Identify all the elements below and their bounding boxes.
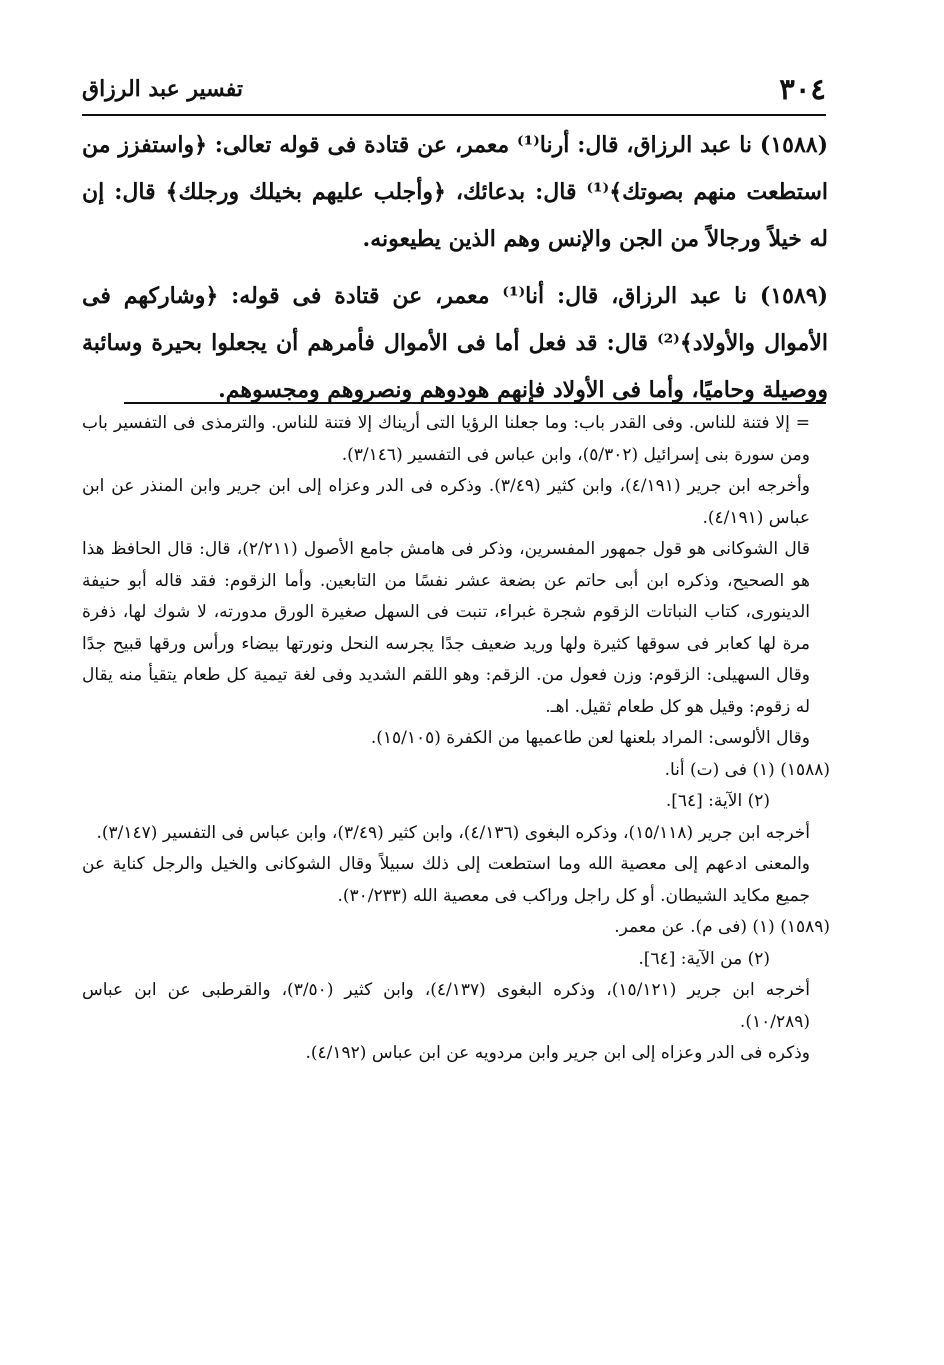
- narration-text: نا عبد الرزاق، قال: أنا⁽¹⁾ معمر، عن قتادة فى قوله: ﴿وشاركهم فى الأموال والأولاد﴾⁽²⁾ قال: قد فعل أما فى الأموال فأمرهم أن يجعلوا بحيرة وسائبة ووصيلة وحاميًا، وأما فى الأولاد فإنهم هودوهم ونصروهم ومجسوهم.: [82, 283, 828, 403]
- footnote-text: أخرجه ابن جرير (١٥/١٢١)، وذكره البغوى (٤/١٣٧)، وابن كثير (٣/٥٠)، والقرطبى عن ابن عباس (١٠/٢٨٩).: [82, 980, 810, 1032]
- footnote-sub-1588: (٢) الآية: [٦٤].: [665, 791, 770, 811]
- paragraph-1588: [82, 122, 828, 263]
- narration-number: (١٥٨٩): [759, 283, 828, 309]
- paragraph-1589: [82, 273, 828, 414]
- footnotes: [82, 408, 830, 1070]
- footnote-continued: قال الشوكانى هو قول جمهور المفسرين، وذكر فى هامش جامع الأصول (٢/٢١١)، قال: قال الحافظ هذا هو الصحيح، وذكره ابن أبى حاتم عن بضعة عشر نفسًا من التابعين. وأما الزقوم: فقد قاله أبو حنيفة الدينورى، كتاب النباتات الزقوم شجرة غبراء، تنبت فى السهل صغيرة الورق مدورته، لا شوك لها، ذفرة مرة لها كعابر فى سوقها كثيرة ولها وريد ضعيف جدًا يجرسه النحل ونورتها بيضاء ورأس ورقها قبيح جدًا وقال السهيلى: الزقوم: وزن فعول من. الزقم: وهو اللقم الشديد وفى لغة تيمية كل طعام يتقيأ منه يقال له زقوم: وقيل هو كل طعام ثقيل. اهـ.: [82, 539, 810, 717]
- footnote-text: وذكره فى الدر وعزاه إلى ابن جرير وابن مردويه عن ابن عباس (٤/١٩٢).: [305, 1043, 810, 1063]
- footnote-sub-1589: (٢) من الآية: [٦٤].: [638, 948, 770, 969]
- footnote-continued: = إلا فتنة للناس. وفى القدر باب: وما جعلنا الرؤيا التى أريناك إلا فتنة للناس. والترمذى فى التفسير باب ومن سورة بنى إسرائيل (٥/٣٠٢)، وابن عباس فى التفسير (٣/١٤٦).: [82, 413, 810, 465]
- footnote-ref-1588: (١٥٨٨) (١) فى (ت) أنا.: [664, 759, 830, 780]
- main-text: [82, 122, 828, 424]
- narration-number: (١٥٨٨): [759, 132, 828, 158]
- footnote-text: والمعنى ادعهم إلى معصية الله وما استطعت إلى ذلك سبيلاً وقال الشوكانى والخيل والرجل كناية عن جميع مكايد الشيطان. أو كل راجل وراكب فى معصية الله (٣٠/٢٣٣).: [82, 854, 810, 906]
- footnote-continued: وقال الألوسى: المراد بلعنها لعن طاعميها من الكفرة (١٥/١٠٥).: [370, 728, 810, 748]
- page-number: ٣٠٤: [779, 72, 826, 106]
- footnote-text: أخرجه ابن جرير (١٥/١١٨)، وذكره البغوى (٤/١٣٦)، وابن كثير (٣/٤٩)، وابن عباس فى التفسير (٣/١٤٧).: [96, 822, 810, 843]
- narration-text: نا عبد الرزاق، قال: أرنا⁽¹⁾ معمر، عن قتادة فى قوله تعالى: ﴿واستفزز من استطعت منهم بصوتك﴾⁽¹⁾ قال: بدعائك، ﴿وأجلب عليهم بخيلك ورجلك﴾ قال: إن له خيلاً ورجالاً من الجن والإنس وهم الذين يطيعونه.: [82, 132, 828, 252]
- footnote-ref-1589: (١٥٨٩) (١) (فى م). عن معمر.: [614, 917, 830, 937]
- footnote-continued: وأخرجه ابن جرير (٤/١٩١)، وابن كثير (٣/٤٩). وذكره فى الدر وعزاه إلى ابن جرير وابن المنذر عن ابن عباس (٤/١٩١).: [82, 476, 810, 528]
- running-title: تفسير عبد الرزاق: [82, 76, 244, 102]
- footnote-divider: [124, 402, 826, 404]
- page-header: [82, 70, 826, 116]
